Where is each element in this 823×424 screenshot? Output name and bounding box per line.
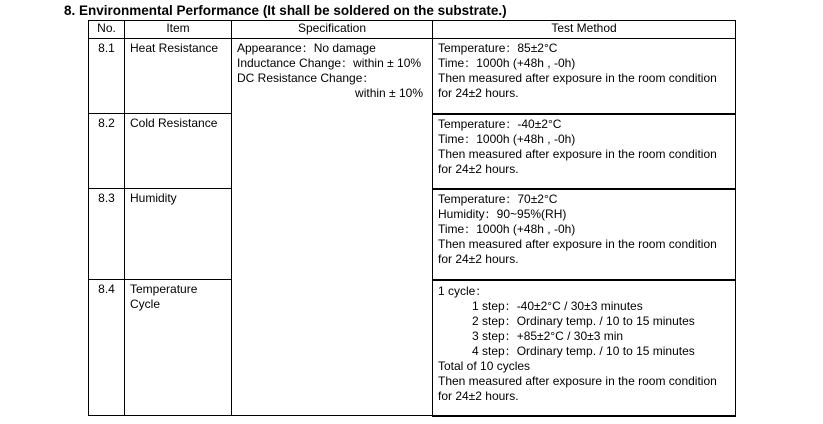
row-item bbox=[125, 280, 232, 416]
method-line: Then measured after exposure in the room condition bbox=[438, 236, 717, 251]
method-line: Temperature：70±2°C bbox=[438, 191, 558, 206]
cycle-step: 3 step：+85±2°C / 30±3 min bbox=[472, 328, 624, 343]
test-method-cell bbox=[433, 39, 736, 114]
test-method-cell bbox=[433, 280, 736, 416]
method-line: Time：1000h (+48h , -0h) bbox=[438, 131, 576, 146]
test-method-cell bbox=[433, 189, 736, 280]
method-line: Temperature：-40±2°C bbox=[438, 116, 562, 131]
row-item: Humidity bbox=[125, 189, 232, 280]
row-item-line: Temperature bbox=[130, 282, 198, 296]
environmental-performance-table bbox=[88, 20, 736, 417]
header-no: No. bbox=[89, 21, 125, 39]
table-header-row bbox=[89, 21, 736, 39]
specification-cell bbox=[232, 39, 433, 416]
header-test-method: Test Method bbox=[433, 21, 736, 39]
method-line: Time：1000h (+48h , -0h) bbox=[438, 221, 576, 236]
method-line: Temperature：85±2°C bbox=[438, 41, 558, 55]
method-line: for 24±2 hours. bbox=[438, 161, 519, 176]
row-number: 8.2 bbox=[89, 114, 125, 189]
row-number: 8.1 bbox=[89, 39, 125, 114]
row-number: 8.4 bbox=[89, 280, 125, 416]
method-line: for 24±2 hours. bbox=[438, 388, 519, 403]
row-number: 8.3 bbox=[89, 189, 125, 280]
row-item: Heat Resistance bbox=[125, 39, 232, 114]
cycle-step: 4 step：Ordinary temp. / 10 to 15 minutes bbox=[472, 343, 695, 358]
spec-appearance: Appearance：No damage bbox=[237, 41, 376, 55]
cycle-step: 2 step：Ordinary temp. / 10 to 15 minutes bbox=[472, 313, 695, 328]
method-line: Then measured after exposure in the room condition bbox=[438, 71, 717, 85]
row-item-line: Cycle bbox=[130, 297, 161, 311]
spec-inductance-change: Inductance Change：within ± 10% bbox=[237, 56, 422, 70]
test-method-cell bbox=[433, 114, 736, 189]
spec-dc-resistance-label: DC Resistance Change： bbox=[237, 71, 375, 85]
spec-dc-resistance-value: within ± 10% bbox=[355, 86, 423, 100]
table-row bbox=[89, 39, 736, 114]
method-line: Humidity：90~95%(RH) bbox=[438, 206, 567, 221]
cycle-label: 1 cycle： bbox=[438, 283, 488, 298]
method-line: for 24±2 hours. bbox=[438, 251, 519, 266]
cycle-step: 1 step：-40±2°C / 30±3 minutes bbox=[472, 298, 643, 313]
method-line: Then measured after exposure in the room condition bbox=[438, 146, 717, 161]
method-line: Time：1000h (+48h , -0h) bbox=[438, 56, 576, 70]
header-specification: Specification bbox=[232, 21, 433, 39]
row-item: Cold Resistance bbox=[125, 114, 232, 189]
header-item: Item bbox=[125, 21, 232, 39]
section-title: 8. Environmental Performance (It shall be soldered on the substrate.) bbox=[64, 3, 507, 18]
method-line: for 24±2 hours. bbox=[438, 86, 519, 100]
method-line: Then measured after exposure in the room condition bbox=[438, 373, 717, 388]
cycle-total: Total of 10 cycles bbox=[438, 358, 531, 373]
